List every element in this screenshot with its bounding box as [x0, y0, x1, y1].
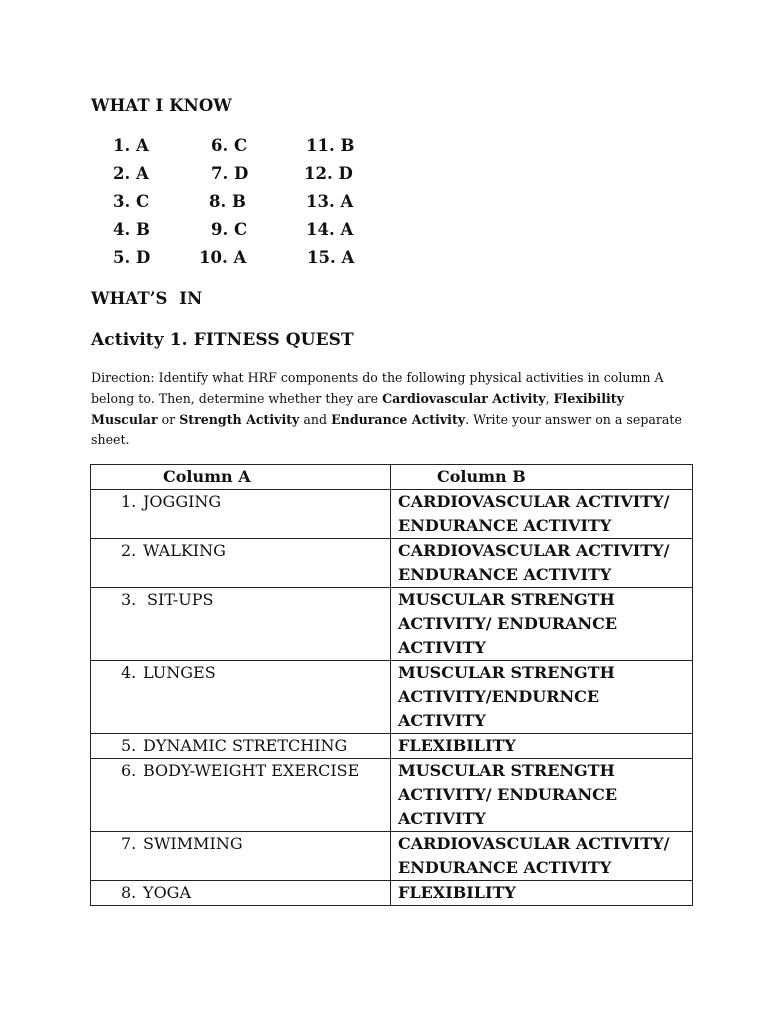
- column-b-header: Column B: [391, 465, 693, 490]
- activity-name: JOGGING: [143, 492, 222, 511]
- table-row: [91, 759, 693, 832]
- activity-name: SIT-UPS: [147, 590, 214, 609]
- answer-item: 8. B: [209, 192, 246, 211]
- activity-cell: [91, 588, 391, 661]
- component-cell: MUSCULAR STRENGTH ACTIVITY/ ENDURANCE ACTIVITY: [391, 588, 693, 661]
- row-number: 2.: [121, 541, 137, 560]
- answer-item: 11. B: [306, 136, 355, 155]
- direction-text: Direction: Identify what HRF components do the following physical activities in column A belong to. Then, determine whether they are Cardiovascular Activity, Flexibility Muscular or Strength Activity and Endurance Activity. Write your answer on a separate sheet.: [91, 370, 682, 448]
- activity-name: DYNAMIC STRETCHING: [143, 736, 348, 755]
- table-row: [91, 588, 693, 661]
- component-cell: CARDIOVASCULAR ACTIVITY/ ENDURANCE ACTIVITY: [391, 490, 693, 539]
- activity-cell: [91, 881, 391, 906]
- table-header-row: [91, 465, 693, 490]
- activity-name: WALKING: [143, 541, 226, 560]
- answer-item: 9. C: [211, 220, 248, 239]
- component-cell: CARDIOVASCULAR ACTIVITY/ ENDURANCE ACTIVITY: [391, 832, 693, 881]
- answer-item: 13. A: [306, 192, 354, 211]
- table-row: [91, 832, 693, 881]
- row-number: 5.: [121, 736, 137, 755]
- activity-cell: [91, 490, 391, 539]
- activity-name: SWIMMING: [143, 834, 243, 853]
- answer-item: 10. A: [199, 248, 247, 267]
- row-number: 3.: [121, 590, 137, 609]
- column-a-header: Column A: [91, 465, 391, 490]
- activity-cell: [91, 661, 391, 734]
- activity-name: LUNGES: [143, 663, 216, 682]
- answer-item: 6. C: [211, 136, 248, 155]
- table-row: [91, 490, 693, 539]
- answer-item: 5. D: [113, 248, 151, 267]
- whats-in-heading: WHAT’S IN: [91, 289, 203, 308]
- answer-item: 4. B: [113, 220, 150, 239]
- component-cell: FLEXIBILITY: [391, 881, 693, 906]
- activity-name: BODY-WEIGHT EXERCISE: [143, 761, 360, 780]
- table-row: [91, 661, 693, 734]
- table-row: [91, 539, 693, 588]
- component-cell: MUSCULAR STRENGTH ACTIVITY/ ENDURANCE ACTIVITY: [391, 759, 693, 832]
- answer-item: 12. D: [304, 164, 353, 183]
- component-cell: MUSCULAR STRENGTH ACTIVITY/ENDURNCE ACTIVITY: [391, 661, 693, 734]
- activity-cell: [91, 539, 391, 588]
- activity-name: YOGA: [143, 883, 192, 902]
- component-cell: FLEXIBILITY: [391, 734, 693, 759]
- row-number: 1.: [121, 492, 137, 511]
- row-number: 6.: [121, 761, 137, 780]
- activity-cell: [91, 734, 391, 759]
- activity-title: Activity 1. FITNESS QUEST: [91, 330, 354, 350]
- answer-item: 14. A: [306, 220, 354, 239]
- activity-cell: [91, 832, 391, 881]
- answer-item: 2. A: [113, 164, 149, 183]
- activity-cell: [91, 759, 391, 832]
- what-i-know-heading: WHAT I KNOW: [91, 96, 232, 115]
- answer-item: 15. A: [307, 248, 355, 267]
- answer-item: 3. C: [113, 192, 150, 211]
- row-number: 4.: [121, 663, 137, 682]
- table-row: [91, 734, 693, 759]
- row-number: 7.: [121, 834, 137, 853]
- component-cell: CARDIOVASCULAR ACTIVITY/ ENDURANCE ACTIVITY: [391, 539, 693, 588]
- fitness-quest-table: [90, 464, 693, 906]
- table-row: [91, 881, 693, 906]
- row-number: 8.: [121, 883, 137, 902]
- answer-item: 1. A: [113, 136, 149, 155]
- answer-item: 7. D: [211, 164, 249, 183]
